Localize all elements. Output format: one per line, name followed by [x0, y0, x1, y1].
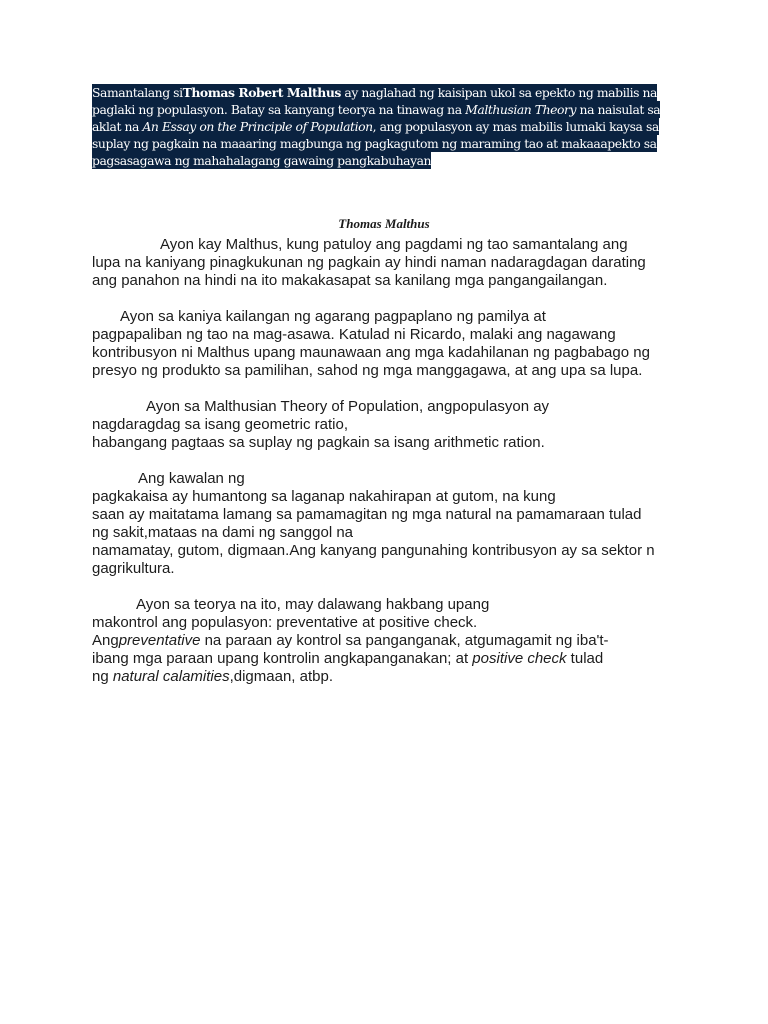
intro-text: Samantalang si: [92, 85, 183, 100]
text-line: makontrol ang populasyon: preventative at positive check.: [92, 614, 478, 631]
text-line: [92, 668, 692, 686]
positive-check-term: positive check: [472, 650, 567, 667]
text-run: ibang mga paraan upang kontrolin angkapanganakan; at: [92, 650, 473, 667]
text-line: saan ay maitatama lamang sa pamamagitan ng mga natural na pamamaraan tulad: [92, 506, 642, 523]
text-line: nagdaragdag sa isang geometric ratio,: [92, 416, 348, 433]
book-title: An Essay on the Principle of Population: [142, 119, 373, 134]
preventative-term: preventative: [118, 632, 201, 649]
paragraph-5: [92, 596, 692, 686]
intro-text: ay naglahad ng kaisipan ukol sa epekto ng mabilis na paglaki ng populasyon. Batay sa kanyang teorya na tinawag na: [92, 85, 657, 117]
text-run: na paraan ay kontrol sa panganganak, atgumagamit ng iba't-: [200, 632, 609, 649]
text-line: kontribusyon ni Malthus upang maunawaan ang mga kadahilanan ng pagbabago ng: [92, 344, 650, 361]
text-line: namamatay, gutom, digmaan.Ang kanyang pangunahing kontribusyon ay sa sektor n: [92, 542, 655, 559]
text-run: tulad: [566, 650, 604, 667]
intro-text: , ang populasyon ay mas mabilis lumaki kaysa sa suplay ng pagkain na maaaring magbunga ng pagkagutom ng maraming tao at makaaapekto sa pagsasagawa ng mahahalagang gawaing pangkabuhayan: [92, 119, 659, 168]
theory-name: Malthusian Theory: [465, 102, 577, 117]
paragraph-3: [92, 398, 692, 452]
text-line: pagkakaisa ay humantong sa laganap nakahirapan at gutom, na kung: [92, 488, 556, 505]
paragraph-1: [92, 236, 692, 290]
natural-calamities-term: natural calamities: [112, 668, 230, 685]
text-line: pagpapaliban ng tao na mag-asawa. Katulad ni Ricardo, malaki ang nagawang: [92, 326, 616, 343]
text-line: Ayon sa Malthusian Theory of Population, angpopulasyon ay: [146, 398, 550, 415]
text-line: Ang kawalan ng: [138, 470, 245, 487]
text-line: habangang pagtaas sa suplay ng pagkain sa isang arithmetic ration.: [92, 434, 545, 451]
paragraph-2: [92, 308, 692, 380]
text-run: ng: [92, 668, 113, 685]
text-line: ang panahon na hindi na ito makakasapat sa kanilang mga pangangailangan.: [92, 272, 608, 289]
text-line: [92, 650, 692, 668]
text-line: [92, 632, 692, 650]
text-run: Ang: [92, 632, 119, 649]
section-title: Thomas Malthus: [338, 216, 430, 231]
text-line: presyo ng produkto sa pamilihan, sahod ng mga manggagawa, at ang upa sa lupa.: [92, 362, 643, 379]
text-line: ng sakit,mataas na dami ng sanggol na: [92, 524, 353, 541]
intro-text: na naisulat sa aklat na: [92, 102, 661, 134]
malthus-full-name: Thomas Robert Malthus: [182, 85, 341, 100]
paragraph-4: [92, 470, 692, 578]
text-line: Ayon sa kaniya kailangan ng agarang pagpaplano ng pamilya at: [120, 308, 546, 325]
intro-highlight: [92, 84, 660, 169]
text-line: Ayon sa teorya na ito, may dalawang hakbang upang: [136, 596, 490, 613]
text-run: ,digmaan, atbp.: [229, 668, 333, 685]
text-line: gagrikultura.: [92, 560, 175, 577]
text-line: Ayon kay Malthus, kung patuloy ang pagdami ng tao samantalang ang: [160, 236, 628, 253]
text-line: lupa na kaniyang pinagkukunan ng pagkain ay hindi naman nadaragdagan darating: [92, 254, 646, 271]
intro-paragraph: [92, 84, 676, 169]
